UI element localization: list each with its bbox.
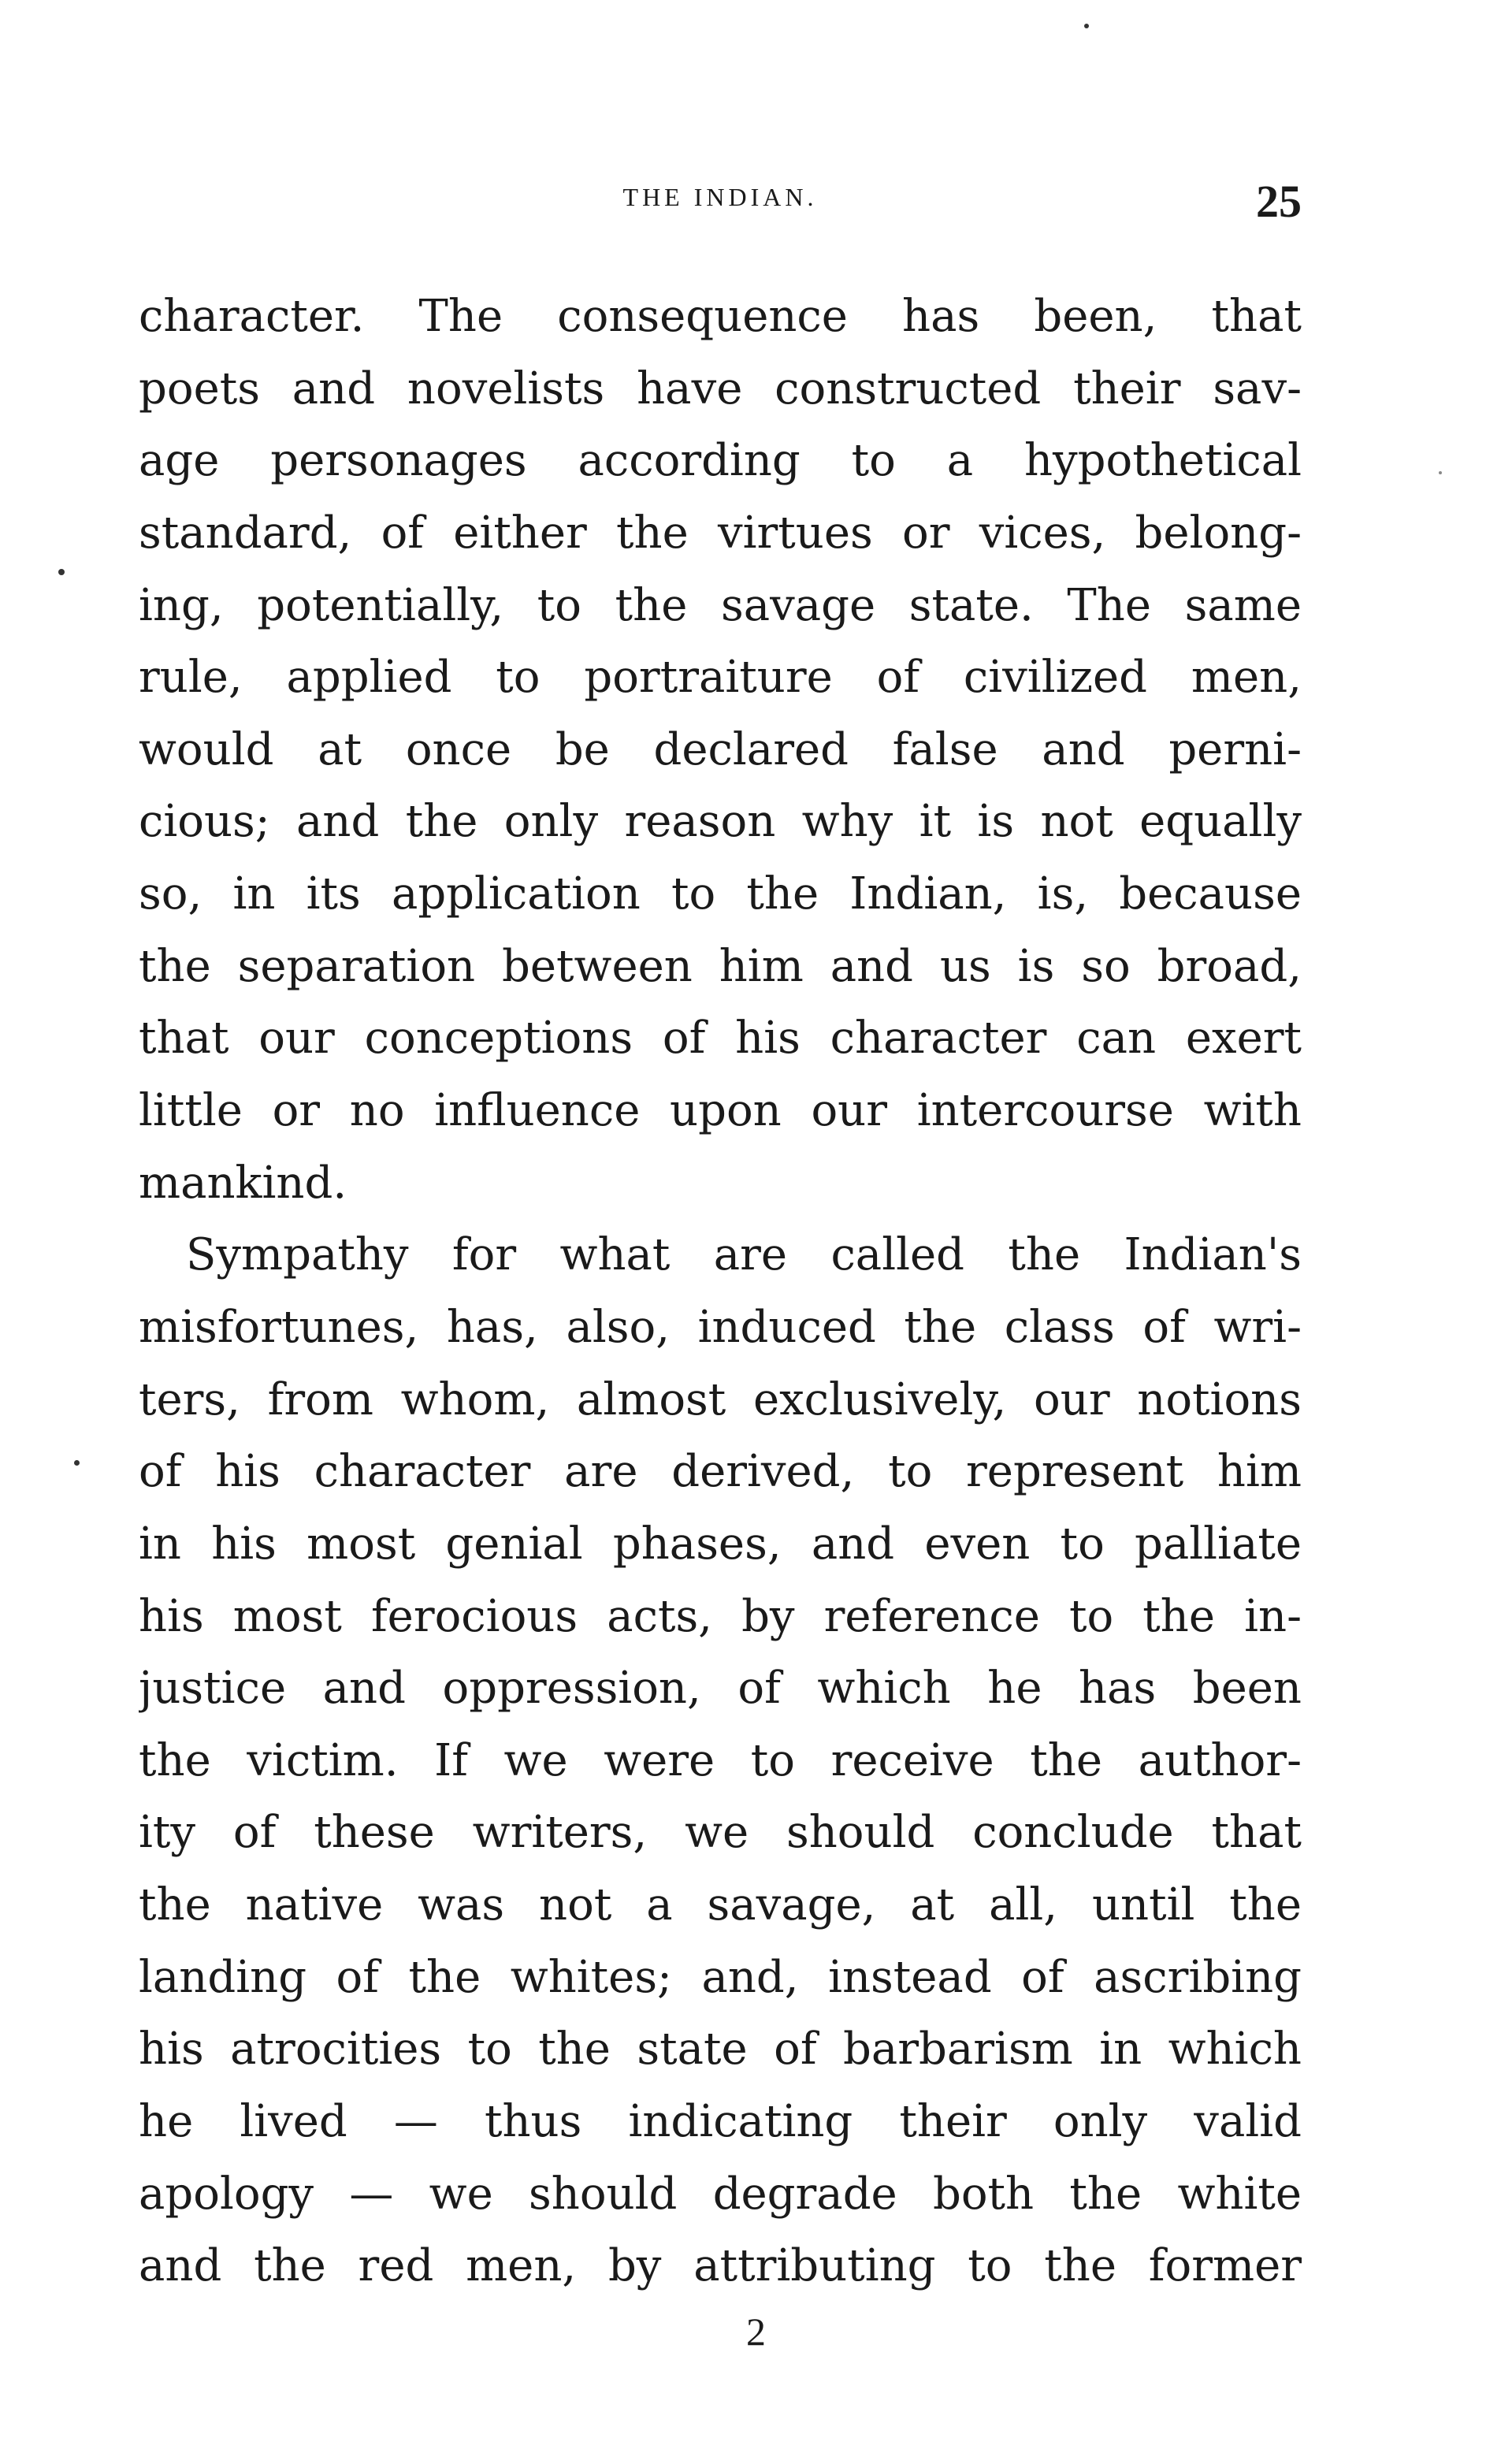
text-line: that our conceptions of his character can exert xyxy=(139,1013,1302,1065)
text-line: rule, applied to portraiture of civilized men, xyxy=(139,652,1302,704)
running-title: THE INDIAN. xyxy=(622,183,818,211)
text-line: in his most genial phases, and even to palliate xyxy=(139,1518,1302,1570)
page-number: 25 xyxy=(1256,176,1302,227)
text-line: the separation between him and us is so broad, xyxy=(139,940,1302,992)
scan-speck xyxy=(1084,24,1089,28)
signature-mark: 2 xyxy=(746,2310,766,2354)
text-line: his atrocities to the state of barbarism in which xyxy=(139,2023,1302,2076)
text-line: mankind. xyxy=(139,1157,347,1209)
text-line: apology — we should degrade both the white xyxy=(139,2168,1302,2220)
text-line: standard, of either the virtues or vices, belong- xyxy=(139,507,1302,559)
text-line: character. The consequence has been, that xyxy=(139,291,1302,342)
text-line: age personages according to a hypothetical xyxy=(139,435,1302,487)
text-line: the native was not a savage, at all, until the xyxy=(139,1879,1302,1931)
text-line: landing of the whites; and, instead of ascribing xyxy=(139,1951,1302,2003)
text-line: Sympathy for what are called the Indian's xyxy=(186,1229,1302,1281)
text-line: misfortunes, has, also, induced the class of wri- xyxy=(139,1301,1302,1353)
running-head xyxy=(139,175,1302,230)
text-line: justice and oppression, of which he has been xyxy=(139,1663,1302,1715)
text-line: ing, potentially, to the savage state. The same xyxy=(139,579,1302,631)
body-text xyxy=(139,281,1302,2302)
text-line: would at once be declared false and perni- xyxy=(139,723,1302,775)
text-line: he lived — thus indicating their only valid xyxy=(139,2096,1302,2148)
text-line: his most ferocious acts, by reference to the in- xyxy=(139,1590,1302,1642)
text-line: so, in its application to the Indian, is, because xyxy=(139,868,1302,920)
text-line: ters, from whom, almost exclusively, our notions xyxy=(139,1373,1302,1425)
text-line: of his character are derived, to represent him xyxy=(139,1446,1302,1498)
scan-speck xyxy=(1439,471,1442,474)
scan-speck xyxy=(58,569,65,575)
text-line: poets and novelists have constructed their sav- xyxy=(139,362,1302,414)
text-line: and the red men, by attributing to the former xyxy=(139,2240,1302,2292)
text-line: cious; and the only reason why it is not equally xyxy=(139,796,1302,848)
scan-speck xyxy=(74,1460,80,1466)
text-line: the victim. If we were to receive the author- xyxy=(139,1734,1302,1786)
text-line: little or no influence upon our intercourse with xyxy=(139,1085,1302,1137)
text-line: ity of these writers, we should conclude that xyxy=(139,1807,1302,1859)
